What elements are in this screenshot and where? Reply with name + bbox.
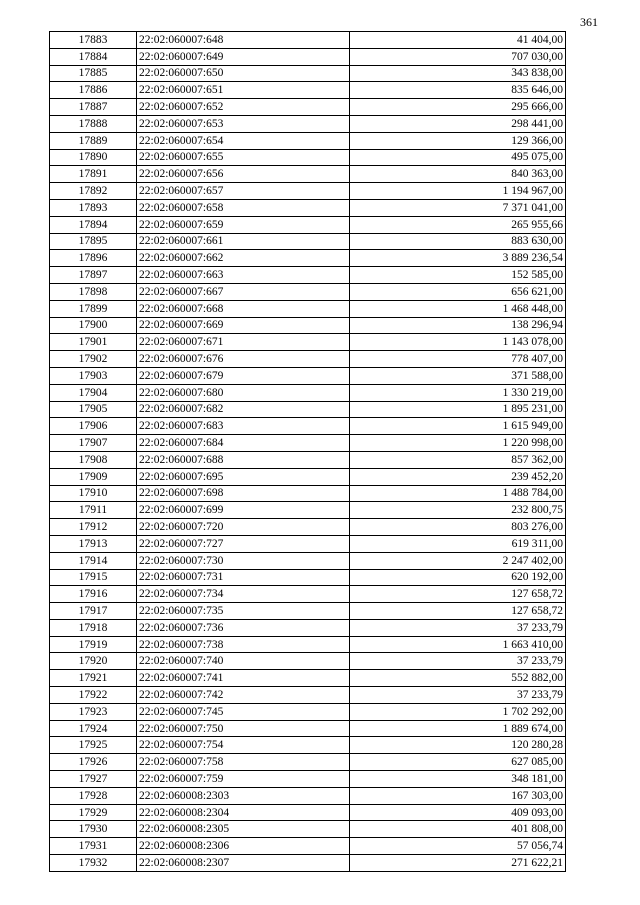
table-row — [50, 519, 566, 536]
table-row — [50, 435, 566, 452]
row-number: 17912 — [50, 519, 137, 536]
cadastral-value: 840 363,00 — [350, 166, 566, 183]
row-number: 17884 — [50, 48, 137, 65]
row-number: 17923 — [50, 703, 137, 720]
cadastral-number: 22:02:060007:684 — [137, 435, 350, 452]
cadastral-value: 271 622,21 — [350, 855, 566, 872]
table-row — [50, 670, 566, 687]
table-row — [50, 451, 566, 468]
row-number: 17893 — [50, 199, 137, 216]
cadastral-value: 37 233,79 — [350, 687, 566, 704]
cadastral-number: 22:02:060007:682 — [137, 401, 350, 418]
table-row — [50, 199, 566, 216]
cadastral-value: 835 646,00 — [350, 82, 566, 99]
cadastral-number: 22:02:060007:699 — [137, 502, 350, 519]
row-number: 17921 — [50, 670, 137, 687]
cadastral-value: 348 181,00 — [350, 771, 566, 788]
cadastral-value: 1 702 292,00 — [350, 703, 566, 720]
table-row — [50, 737, 566, 754]
cadastral-number: 22:02:060007:758 — [137, 754, 350, 771]
table-row — [50, 250, 566, 267]
row-number: 17925 — [50, 737, 137, 754]
cadastral-value: 619 311,00 — [350, 535, 566, 552]
cadastral-number: 22:02:060007:659 — [137, 216, 350, 233]
cadastral-value: 409 093,00 — [350, 804, 566, 821]
table-row — [50, 703, 566, 720]
table-row — [50, 603, 566, 620]
row-number: 17892 — [50, 183, 137, 200]
table-row — [50, 384, 566, 401]
cadastral-number: 22:02:060007:683 — [137, 418, 350, 435]
cadastral-value: 627 085,00 — [350, 754, 566, 771]
cadastral-value: 167 303,00 — [350, 787, 566, 804]
cadastral-number: 22:02:060007:736 — [137, 619, 350, 636]
cadastral-value: 552 882,00 — [350, 670, 566, 687]
cadastral-value: 57 056,74 — [350, 838, 566, 855]
row-number: 17913 — [50, 535, 137, 552]
cadastral-number: 22:02:060007:676 — [137, 351, 350, 368]
cadastral-number: 22:02:060007:651 — [137, 82, 350, 99]
cadastral-number: 22:02:060008:2305 — [137, 821, 350, 838]
cadastral-value: 1 615 949,00 — [350, 418, 566, 435]
row-number: 17920 — [50, 653, 137, 670]
cadastral-value: 2 247 402,00 — [350, 552, 566, 569]
cadastral-number: 22:02:060007:742 — [137, 687, 350, 704]
row-number: 17898 — [50, 283, 137, 300]
table-row — [50, 32, 566, 49]
cadastral-value: 803 276,00 — [350, 519, 566, 536]
table-row — [50, 552, 566, 569]
cadastral-value: 656 621,00 — [350, 283, 566, 300]
cadastral-number: 22:02:060007:654 — [137, 132, 350, 149]
cadastral-value: 707 030,00 — [350, 48, 566, 65]
cadastral-value: 1 330 219,00 — [350, 384, 566, 401]
table-row — [50, 132, 566, 149]
cadastral-number: 22:02:060007:668 — [137, 300, 350, 317]
cadastral-value: 37 233,79 — [350, 653, 566, 670]
cadastral-number: 22:02:060007:735 — [137, 603, 350, 620]
row-number: 17904 — [50, 384, 137, 401]
table-row — [50, 334, 566, 351]
row-number: 17927 — [50, 771, 137, 788]
table-row — [50, 821, 566, 838]
cadastral-number: 22:02:060007:730 — [137, 552, 350, 569]
cadastral-number: 22:02:060007:741 — [137, 670, 350, 687]
cadastral-number: 22:02:060007:695 — [137, 468, 350, 485]
cadastral-value: 1 895 231,00 — [350, 401, 566, 418]
table-row — [50, 401, 566, 418]
cadastral-number: 22:02:060007:750 — [137, 720, 350, 737]
cadastral-value: 232 800,75 — [350, 502, 566, 519]
table-row — [50, 771, 566, 788]
cadastral-value: 1 889 674,00 — [350, 720, 566, 737]
cadastral-value: 129 366,00 — [350, 132, 566, 149]
cadastral-number: 22:02:060007:667 — [137, 283, 350, 300]
row-number: 17903 — [50, 367, 137, 384]
row-number: 17918 — [50, 619, 137, 636]
row-number: 17909 — [50, 468, 137, 485]
cadastral-number: 22:02:060007:698 — [137, 485, 350, 502]
row-number: 17889 — [50, 132, 137, 149]
cadastral-number: 22:02:060007:663 — [137, 267, 350, 284]
cadastral-value: 152 585,00 — [350, 267, 566, 284]
row-number: 17906 — [50, 418, 137, 435]
cadastral-number: 22:02:060007:720 — [137, 519, 350, 536]
table-row — [50, 367, 566, 384]
cadastral-number: 22:02:060007:669 — [137, 317, 350, 334]
cadastral-number: 22:02:060007:754 — [137, 737, 350, 754]
cadastral-number: 22:02:060007:745 — [137, 703, 350, 720]
row-number: 17899 — [50, 300, 137, 317]
cadastral-value: 7 371 041,00 — [350, 199, 566, 216]
cadastral-number: 22:02:060007:738 — [137, 636, 350, 653]
cadastral-number: 22:02:060007:649 — [137, 48, 350, 65]
table-row — [50, 418, 566, 435]
cadastral-number: 22:02:060008:2306 — [137, 838, 350, 855]
row-number: 17885 — [50, 65, 137, 82]
cadastral-value: 239 452,20 — [350, 468, 566, 485]
cadastral-number: 22:02:060007:688 — [137, 451, 350, 468]
row-number: 17930 — [50, 821, 137, 838]
cadastral-number: 22:02:060007:680 — [137, 384, 350, 401]
cadastral-number: 22:02:060007:653 — [137, 115, 350, 132]
table-row — [50, 687, 566, 704]
cadastral-number: 22:02:060008:2307 — [137, 855, 350, 872]
table-row — [50, 351, 566, 368]
row-number: 17894 — [50, 216, 137, 233]
table-row — [50, 48, 566, 65]
row-number: 17924 — [50, 720, 137, 737]
table-row — [50, 855, 566, 872]
table-row — [50, 300, 566, 317]
cadastral-number: 22:02:060007:731 — [137, 569, 350, 586]
row-number: 17896 — [50, 250, 137, 267]
cadastral-number: 22:02:060007:679 — [137, 367, 350, 384]
cadastral-number: 22:02:060007:759 — [137, 771, 350, 788]
cadastral-number: 22:02:060007:656 — [137, 166, 350, 183]
cadastral-value: 3 889 236,54 — [350, 250, 566, 267]
table-row — [50, 267, 566, 284]
cadastral-value: 265 955,66 — [350, 216, 566, 233]
table-row — [50, 636, 566, 653]
table-row — [50, 65, 566, 82]
cadastral-number: 22:02:060007:652 — [137, 99, 350, 116]
cadastral-value: 778 407,00 — [350, 351, 566, 368]
row-number: 17931 — [50, 838, 137, 855]
cadastral-value: 857 362,00 — [350, 451, 566, 468]
table-row — [50, 183, 566, 200]
cadastral-value-table — [49, 31, 566, 872]
cadastral-value: 1 663 410,00 — [350, 636, 566, 653]
row-number: 17888 — [50, 115, 137, 132]
row-number: 17883 — [50, 32, 137, 49]
table-row — [50, 586, 566, 603]
table-row — [50, 720, 566, 737]
cadastral-value: 401 808,00 — [350, 821, 566, 838]
table-row — [50, 149, 566, 166]
cadastral-number: 22:02:060007:662 — [137, 250, 350, 267]
cadastral-value: 1 220 998,00 — [350, 435, 566, 452]
row-number: 17915 — [50, 569, 137, 586]
cadastral-value: 298 441,00 — [350, 115, 566, 132]
table-row — [50, 317, 566, 334]
row-number: 17911 — [50, 502, 137, 519]
table-row — [50, 99, 566, 116]
row-number: 17929 — [50, 804, 137, 821]
table-row — [50, 804, 566, 821]
row-number: 17922 — [50, 687, 137, 704]
table-row — [50, 115, 566, 132]
table-row — [50, 216, 566, 233]
row-number: 17890 — [50, 149, 137, 166]
row-number: 17905 — [50, 401, 137, 418]
cadastral-number: 22:02:060007:650 — [137, 65, 350, 82]
table-row — [50, 283, 566, 300]
cadastral-value: 127 658,72 — [350, 586, 566, 603]
cadastral-value: 495 075,00 — [350, 149, 566, 166]
cadastral-value: 127 658,72 — [350, 603, 566, 620]
table-row — [50, 233, 566, 250]
cadastral-value: 1 143 078,00 — [350, 334, 566, 351]
cadastral-number: 22:02:060007:658 — [137, 199, 350, 216]
row-number: 17887 — [50, 99, 137, 116]
row-number: 17916 — [50, 586, 137, 603]
row-number: 17907 — [50, 435, 137, 452]
cadastral-value: 37 233,79 — [350, 619, 566, 636]
cadastral-value: 883 630,00 — [350, 233, 566, 250]
row-number: 17910 — [50, 485, 137, 502]
table-row — [50, 619, 566, 636]
cadastral-number: 22:02:060007:727 — [137, 535, 350, 552]
table-row — [50, 485, 566, 502]
row-number: 17902 — [50, 351, 137, 368]
row-number: 17917 — [50, 603, 137, 620]
table-row — [50, 754, 566, 771]
row-number: 17895 — [50, 233, 137, 250]
cadastral-value: 1 468 448,00 — [350, 300, 566, 317]
table-row — [50, 569, 566, 586]
cadastral-number: 22:02:060007:657 — [137, 183, 350, 200]
row-number: 17897 — [50, 267, 137, 284]
row-number: 17928 — [50, 787, 137, 804]
table-row — [50, 787, 566, 804]
cadastral-number: 22:02:060007:740 — [137, 653, 350, 670]
cadastral-value: 120 280,28 — [350, 737, 566, 754]
table-row — [50, 535, 566, 552]
cadastral-value: 620 192,00 — [350, 569, 566, 586]
row-number: 17908 — [50, 451, 137, 468]
row-number: 17891 — [50, 166, 137, 183]
table-row — [50, 838, 566, 855]
row-number: 17914 — [50, 552, 137, 569]
table-body — [50, 32, 566, 872]
table-row — [50, 653, 566, 670]
cadastral-number: 22:02:060007:671 — [137, 334, 350, 351]
table-row — [50, 502, 566, 519]
row-number: 17900 — [50, 317, 137, 334]
cadastral-number: 22:02:060007:734 — [137, 586, 350, 603]
cadastral-number: 22:02:060008:2303 — [137, 787, 350, 804]
cadastral-value: 138 296,94 — [350, 317, 566, 334]
row-number: 17932 — [50, 855, 137, 872]
cadastral-value: 41 404,00 — [350, 32, 566, 49]
cadastral-value: 1 488 784,00 — [350, 485, 566, 502]
table-row — [50, 166, 566, 183]
cadastral-number: 22:02:060007:661 — [137, 233, 350, 250]
cadastral-number: 22:02:060007:655 — [137, 149, 350, 166]
cadastral-value: 295 666,00 — [350, 99, 566, 116]
cadastral-number: 22:02:060007:648 — [137, 32, 350, 49]
table-row — [50, 82, 566, 99]
cadastral-value: 371 588,00 — [350, 367, 566, 384]
table-row — [50, 468, 566, 485]
row-number: 17926 — [50, 754, 137, 771]
row-number: 17886 — [50, 82, 137, 99]
page-number: 361 — [580, 15, 598, 29]
cadastral-number: 22:02:060008:2304 — [137, 804, 350, 821]
row-number: 17919 — [50, 636, 137, 653]
cadastral-value: 1 194 967,00 — [350, 183, 566, 200]
cadastral-value: 343 838,00 — [350, 65, 566, 82]
row-number: 17901 — [50, 334, 137, 351]
